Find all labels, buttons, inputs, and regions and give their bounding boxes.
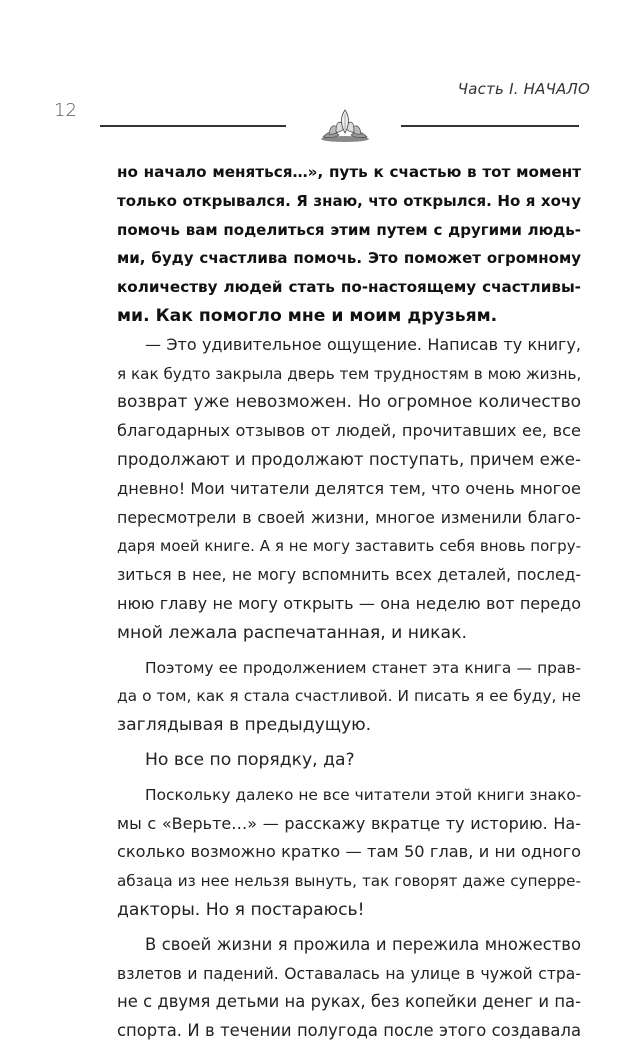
paragraph-4	[117, 746, 581, 775]
text-line: спорта. И в течении полугода после этого создавала	[117, 1021, 581, 1041]
text-line: зиться в нее, не могу вспомнить всех деталей, послед-	[117, 566, 581, 585]
paragraph-6	[117, 931, 581, 1046]
text-line: продолжают и продолжают поступать, причем еже-	[117, 449, 581, 469]
header-rule-left	[100, 125, 286, 127]
paragraph-2	[117, 331, 581, 648]
text-line: нюю главу не могу открыть — она неделю вот передо	[117, 593, 581, 613]
text-line: мы с «Верьте…» — расскажу вкратце ту историю. На-	[117, 813, 581, 833]
text-line: ми, буду счастлива помочь. Это поможет огромному	[117, 249, 581, 268]
paragraph-3	[117, 654, 581, 740]
text-line: взлетов и падений. Оставалась на улице в чужой стра-	[117, 964, 581, 983]
text-line: но начало меняться…», путь к счастью в тот момент	[117, 163, 581, 181]
text-line: да о том, как я стала счастливой. И писать я ее буду, не	[117, 687, 581, 706]
text-line: количеству людей стать по-настоящему счастливы-	[117, 278, 581, 297]
paragraph-5	[117, 781, 581, 925]
text-line: В своей жизни я прожила и пережила множество	[145, 934, 581, 954]
text-line: пересмотрели в своей жизни, многое изменили благо-	[117, 507, 581, 527]
running-head: Часть I. НАЧАЛО	[457, 80, 590, 98]
text-line: — Это удивительное ощущение. Написав ту книгу,	[145, 334, 581, 354]
paragraph-1	[117, 158, 581, 331]
text-line: мной лежала распечатанная, и никак.	[117, 622, 467, 643]
text-line: не с двумя детьми на руках, без копейки денег и па-	[117, 992, 581, 1012]
text-line: возврат уже невозможен. Но огромное количество	[117, 392, 581, 413]
text-line: помочь вам поделиться этим путем с другими людь-	[117, 220, 581, 239]
page-number: 12	[54, 100, 77, 121]
text-line: Поэтому ее продолжением станет эта книга — прав-	[145, 658, 581, 677]
text-line: Но все по порядку, да?	[145, 749, 355, 770]
header-rule-right	[401, 125, 579, 127]
text-line: абзаца из нее нельзя вынуть, так говорят даже суперре-	[117, 872, 581, 891]
text-line: даря моей книге. А я не могу заставить себя вновь погру-	[117, 537, 581, 556]
text-line: только открывался. Я знаю, что открылся. Но я хочу	[117, 191, 581, 210]
text-line: благодарных отзывов от людей, прочитавших ее, все	[117, 421, 581, 441]
text-line: Поскольку далеко не все читатели этой книги знако-	[145, 785, 582, 804]
text-line: ми. Как помогло мне и моим друзьям.	[117, 305, 498, 326]
text-line: дакторы. Но я постараюсь!	[117, 899, 365, 920]
text-line: заглядывая в предыдущую.	[117, 715, 372, 736]
body-text	[117, 158, 581, 1046]
lotus-icon	[317, 106, 373, 144]
text-line: я как будто закрыла дверь тем трудностям в мою жизнь,	[117, 364, 582, 383]
text-line: дневно! Мои читатели делятся тем, что очень многое	[117, 478, 581, 498]
text-line: сколько возможно кратко — там 50 глав, и ни одного	[117, 842, 581, 862]
